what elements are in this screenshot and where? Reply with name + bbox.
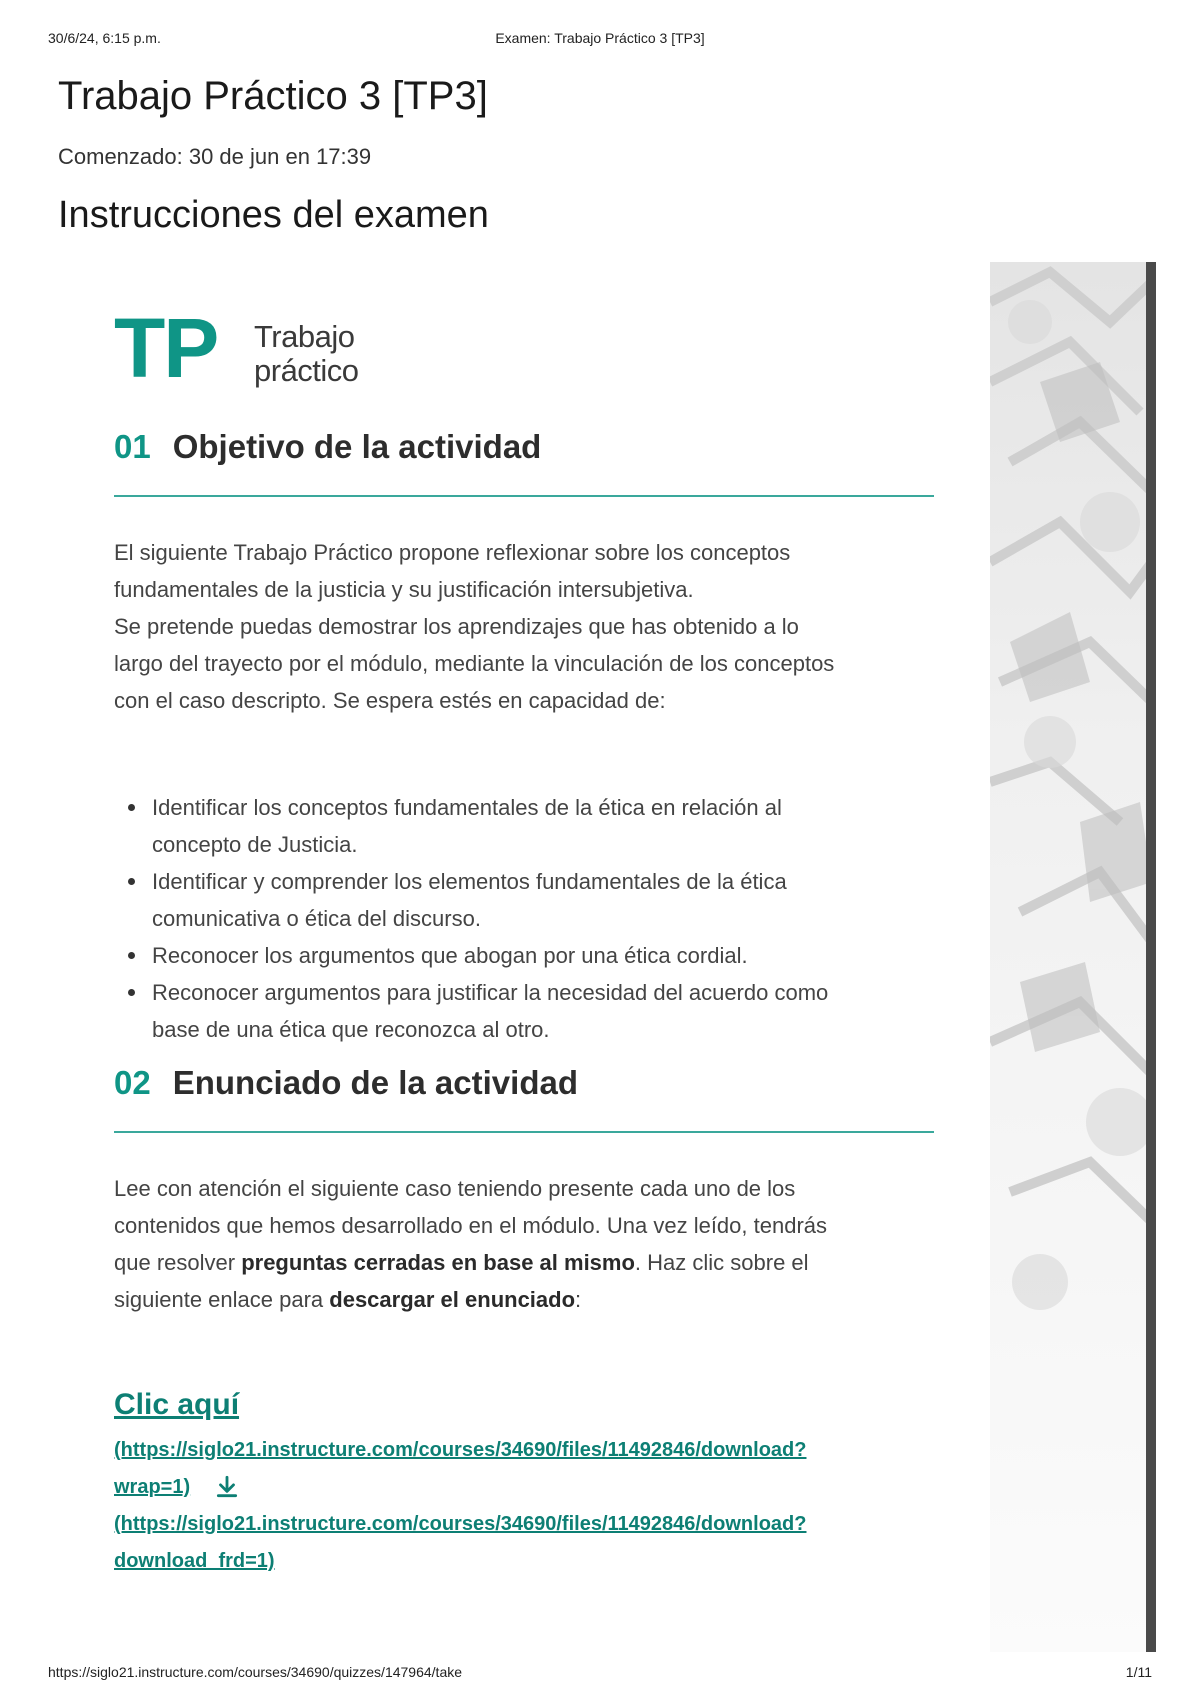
logo-text-line1: Trabajo [254,319,355,354]
download-link-wrap[interactable]: (https://siglo21.instructure.com/courses/34690/files/11492846/download? wrap=1) [114,1439,807,1498]
section-number: 02 [114,1064,151,1101]
logo-text [254,320,359,388]
download-icon[interactable] [214,1474,240,1500]
paragraph-line: El siguiente Trabajo Práctico propone reflexionar sobre los conceptos [114,540,791,565]
section-heading-objetivo [114,428,934,466]
paragraph-line: contenidos que hemos desarrollado en el módulo. Una vez leído, tendrás [114,1213,828,1238]
section-title: Objetivo de la actividad [172,428,542,465]
paragraph-line: Lee con atención el siguiente caso teniendo presente cada uno de los [114,1176,796,1201]
trabajo-practico-logo [114,301,394,402]
banner-edge-bar [1146,262,1156,1652]
print-header [48,30,1152,50]
objectives-list [114,789,972,1048]
section-heading-enunciado [114,1064,934,1102]
print-doc-title: Examen: Trabajo Práctico 3 [TP3] [495,30,705,46]
architecture-pattern-image [990,262,1152,1652]
paragraph-line: fundamentales de la justicia y su justificación intersubjetiva. [114,577,694,602]
click-here-link[interactable]: Clic aquí [114,1388,240,1421]
list-item: Reconocer argumentos para justificar la necesidad del acuerdo como base de una ética que reconozca al otro. [152,974,972,1048]
download-link-direct[interactable]: (https://siglo21.instructure.com/courses/34690/files/11492846/download? download_frd=1) [114,1513,807,1572]
section-title: Enunciado de la actividad [172,1064,578,1101]
objective-paragraph [114,534,934,719]
print-date: 30/6/24, 6:15 p.m. [48,30,161,46]
section-divider [114,495,934,497]
logo-mark: TP [114,301,218,395]
print-footer [48,1664,1152,1684]
list-item: Identificar los conceptos fundamentales de la ética en relación al concepto de Justicia. [152,789,972,863]
page-title: Trabajo Práctico 3 [TP3] [58,74,488,118]
decorative-side-banner [990,262,1152,1652]
paragraph-line: con el caso descripto. Se espera estés en capacidad de: [114,688,666,713]
list-item: Identificar y comprender los elementos fundamentales de la ética comunicativa o ética del discurso. [152,863,972,937]
page-number: 1/11 [1125,1664,1152,1680]
section-divider [114,1131,934,1133]
instructions-heading: Instrucciones del examen [58,194,489,236]
section-number: 01 [114,428,151,465]
paragraph-line: largo del trayecto por el módulo, mediante la vinculación de los conceptos [114,651,835,676]
list-item: Reconocer los argumentos que abogan por una ética cordial. [152,937,972,974]
statement-paragraph: Lee con atención el siguiente caso teniendo presente cada uno de los contenidos que hemos desarrollado en el módulo. Una vez leído, tendrás que resolver preguntas cerradas en base al mismo. Haz clic sobre el siguiente enlace para descargar el enunciado: [114,1176,828,1312]
logo-text-line2: práctico [254,353,359,388]
bold-text: descargar el enunciado [329,1287,576,1312]
print-url: https://siglo21.instructure.com/courses/34690/quizzes/147964/take [48,1664,463,1680]
bold-text: preguntas cerradas en base al mismo [241,1250,635,1275]
started-timestamp: Comenzado: 30 de jun en 17:39 [58,144,372,169]
paragraph-line: Se pretende puedas demostrar los aprendizajes que has obtenido a lo [114,614,799,639]
